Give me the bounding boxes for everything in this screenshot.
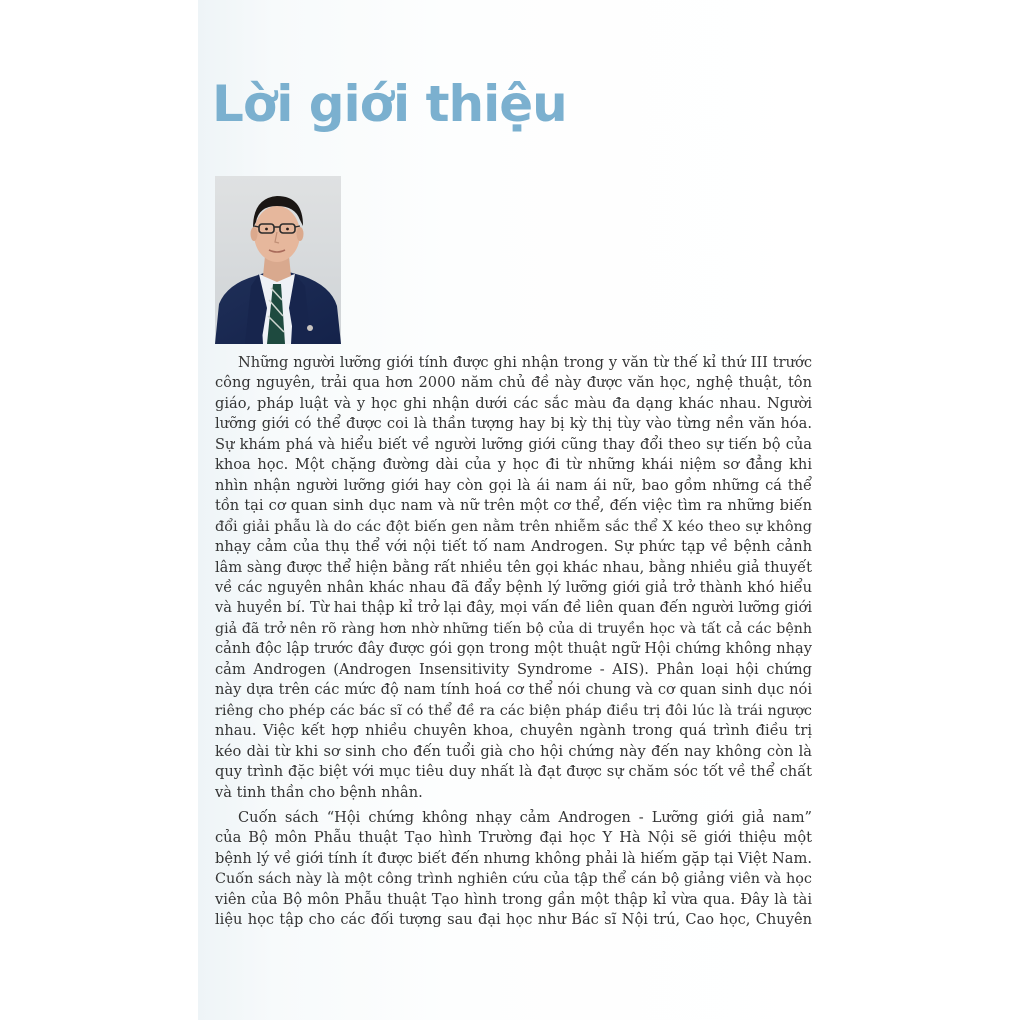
text-line: Những người lưỡng giới tính được ghi nhận trong y văn từ thế kỉ thứ III trước (238, 354, 812, 371)
text-line: của Bộ môn Phẫu thuật Tạo hình Trường đại học Y Hà Nội sẽ giới thiệu một (215, 829, 812, 847)
portrait-image (215, 176, 341, 344)
text-line: kéo dài từ khi sơ sinh cho đến tuổi già cho hội chứng này đến nay không còn là (215, 742, 812, 760)
text-line: nhau. Việc kết hợp nhiều chuyên khoa, chuyên ngành trong quá trình điều trị (215, 722, 812, 740)
text-line: riêng cho phép các bác sĩ có thể đề ra các biện pháp điều trị đôi lúc là trái ngược (215, 702, 812, 719)
text-line: tồn tại cơ quan sinh dục nam và nữ trên một cơ thể, đến việc tìm ra những biến (215, 497, 812, 515)
text-line: lưỡng giới có thể được coi là thần tượng hay bị kỳ thị tùy vào từng nền văn hóa. (215, 415, 812, 433)
text-line: liệu học tập cho các đối tượng sau đại học như Bác sĩ Nội trú, Cao học, Chuyên (215, 911, 812, 929)
text-line: đổi giải phẫu là do các đột biến gen nằm trên nhiễm sắc thể X kéo theo sự không (215, 518, 812, 535)
author-portrait-photo (215, 176, 341, 344)
introduction-body (215, 353, 812, 931)
text-line: giả đã trở nên rõ ràng hơn nhờ những tiến bộ của di truyền học và tất cả các bệnh (215, 620, 812, 637)
text-line: Cuốn sách “Hội chứng không nhạy cảm Androgen - Lưỡng giới giả nam” (238, 808, 812, 826)
text-line: lâm sàng được thể hiện bằng rất nhiều tên gọi khác nhau, bằng nhiều giả thuyết (215, 558, 812, 576)
text-line: Cuốn sách này là một công trình nghiên cứu của tập thể cán bộ giảng viên và học (215, 871, 812, 888)
text-line: này dựa trên các mức độ nam tính hoá cơ thể nói chung và cơ quan sinh dục nói (215, 681, 812, 699)
text-line: về các nguyên nhân khác nhau đã đẩy bệnh lý lưỡng giới giả trở thành khó hiểu (215, 578, 812, 596)
text-line: và tinh thần cho bệnh nhân. (215, 783, 423, 801)
book-page (198, 0, 826, 1020)
text-line: công nguyên, trải qua hơn 2000 năm chủ đề này được văn học, nghệ thuật, tôn (215, 374, 812, 392)
text-line: viên của Bộ môn Phẫu thuật Tạo hình trong gần một thập kỉ vừa qua. Đây là tài (215, 890, 812, 908)
text-line: quy trình đặc biệt với mục tiêu duy nhất là đạt được sự chăm sóc tốt về thể chất (215, 763, 812, 781)
text-line: giáo, pháp luật và y học ghi nhận dưới các sắc màu đa dạng khác nhau. Người (215, 394, 812, 412)
text-line: và huyền bí. Từ hai thập kỉ trở lại đây, mọi vấn đề liên quan đến người lưỡng giới (215, 599, 812, 617)
text-line: nhạy cảm của thụ thể với nội tiết tố nam Androgen. Sự phức tạp về bệnh cảnh (215, 538, 812, 556)
text-line: cảnh độc lập trước đây được gói gọn trong một thuật ngữ Hội chứng không nhạy (215, 640, 812, 658)
page-title: Lời giới thiệu (212, 75, 567, 133)
text-line: bệnh lý về giới tính ít được biết đến nhưng không phải là hiếm gặp tại Việt Nam. (215, 849, 812, 867)
text-line: Sự khám phá và hiểu biết về người lưỡng giới cũng thay đổi theo sự tiến bộ của (215, 435, 812, 453)
text-line: nhìn nhận người lưỡng giới hay còn gọi là ái nam ái nữ, bao gồm những cá thể (215, 476, 812, 494)
paragraph-2 (215, 808, 812, 931)
text-line: khoa học. Một chặng đường dài của y học đi từ những khái niệm sơ đẳng khi (215, 456, 812, 474)
paragraph-1 (215, 353, 812, 803)
text-line: cảm Androgen (Androgen Insensitivity Syndrome - AIS). Phân loại hội chứng (215, 660, 812, 678)
